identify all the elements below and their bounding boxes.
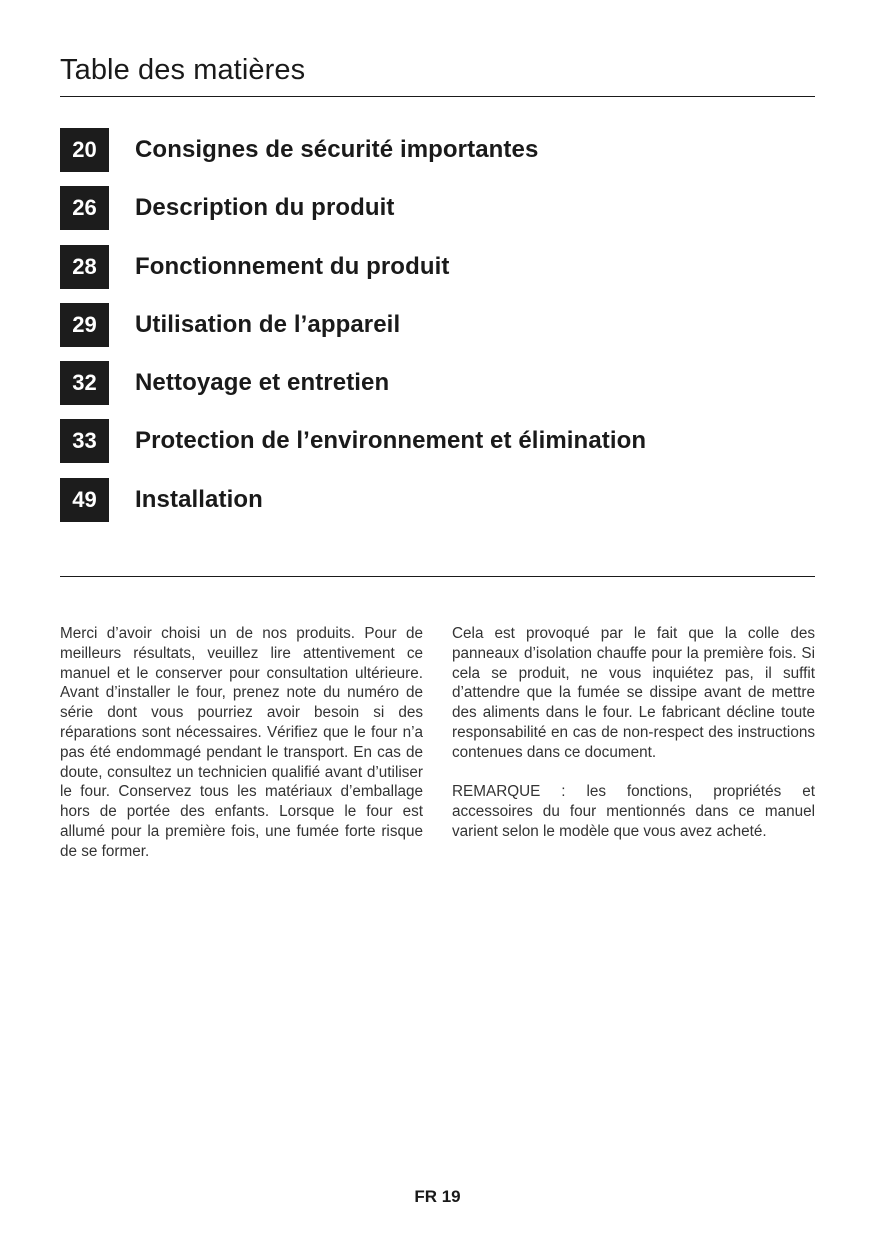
- toc-item-installation[interactable]: [60, 478, 815, 522]
- toc-item-operation[interactable]: [60, 245, 815, 289]
- intro-column-right: [452, 624, 815, 862]
- toc-page-number: 33: [60, 419, 109, 463]
- toc-label: Description du produit: [135, 194, 395, 222]
- intro-paragraph: Cela est provoqué par le fait que la colle des panneaux d’isolation chauffe pour la première fois. Si cela se produit, ne vous inquiétez pas, il suffit d’attendre que la fumée se dissipe avant de mettre des aliments dans le four. Le fabricant décline toute responsabilité en cas de non-respect des instructions contenues dans ce document.: [452, 625, 815, 761]
- toc-label: Protection de l’environnement et élimination: [135, 427, 647, 455]
- toc-item-cleaning[interactable]: [60, 361, 815, 405]
- toc-page-number: 29: [60, 303, 109, 347]
- page-title: Table des matières: [60, 54, 306, 86]
- toc-page-number: 20: [60, 128, 109, 172]
- toc-label: Nettoyage et entretien: [135, 369, 390, 397]
- toc-page-number: 49: [60, 478, 109, 522]
- toc-label: Installation: [135, 485, 263, 513]
- toc-page-number: 28: [60, 245, 109, 289]
- toc-item-safety[interactable]: [60, 128, 815, 172]
- toc-page-number: 26: [60, 186, 109, 230]
- note-paragraph: REMARQUE : les fonctions, propriétés et accessoires du four mentionnés dans ce manuel varient selon le modèle que vous avez acheté.: [452, 783, 815, 840]
- toc-item-description[interactable]: [60, 186, 815, 230]
- section-divider: [60, 576, 815, 577]
- table-of-contents: [60, 128, 815, 536]
- toc-item-usage[interactable]: [60, 303, 815, 347]
- toc-label: Utilisation de l’appareil: [135, 310, 401, 338]
- page-number: FR 19: [414, 1187, 461, 1206]
- title-divider: [60, 96, 815, 97]
- toc-label: Consignes de sécurité importantes: [135, 136, 539, 163]
- toc-page-number: 32: [60, 361, 109, 405]
- toc-label: Fonctionnement du produit: [135, 252, 450, 280]
- intro-column-left: [60, 624, 423, 881]
- intro-paragraph: Merci d’avoir choisi un de nos produits. Pour de meilleurs résultats, veuillez lire attentivement ce manuel et le conserver pour consultation ultérieure. Avant d’installer le four, prenez note du numéro de série dont vous pourriez avoir besoin si des réparations sont nécessaires. Vérifiez que le four n’a pas été endommagé pendant le transport. En cas de doute, consultez un technicien qualifié avant d’utiliser le four. Conservez tous les matériaux d’emballage hors de portée des enfants. Lorsque le four est allumé pour la première fois, une fumée forte risque de se former.: [60, 625, 423, 860]
- toc-item-environment[interactable]: [60, 419, 815, 463]
